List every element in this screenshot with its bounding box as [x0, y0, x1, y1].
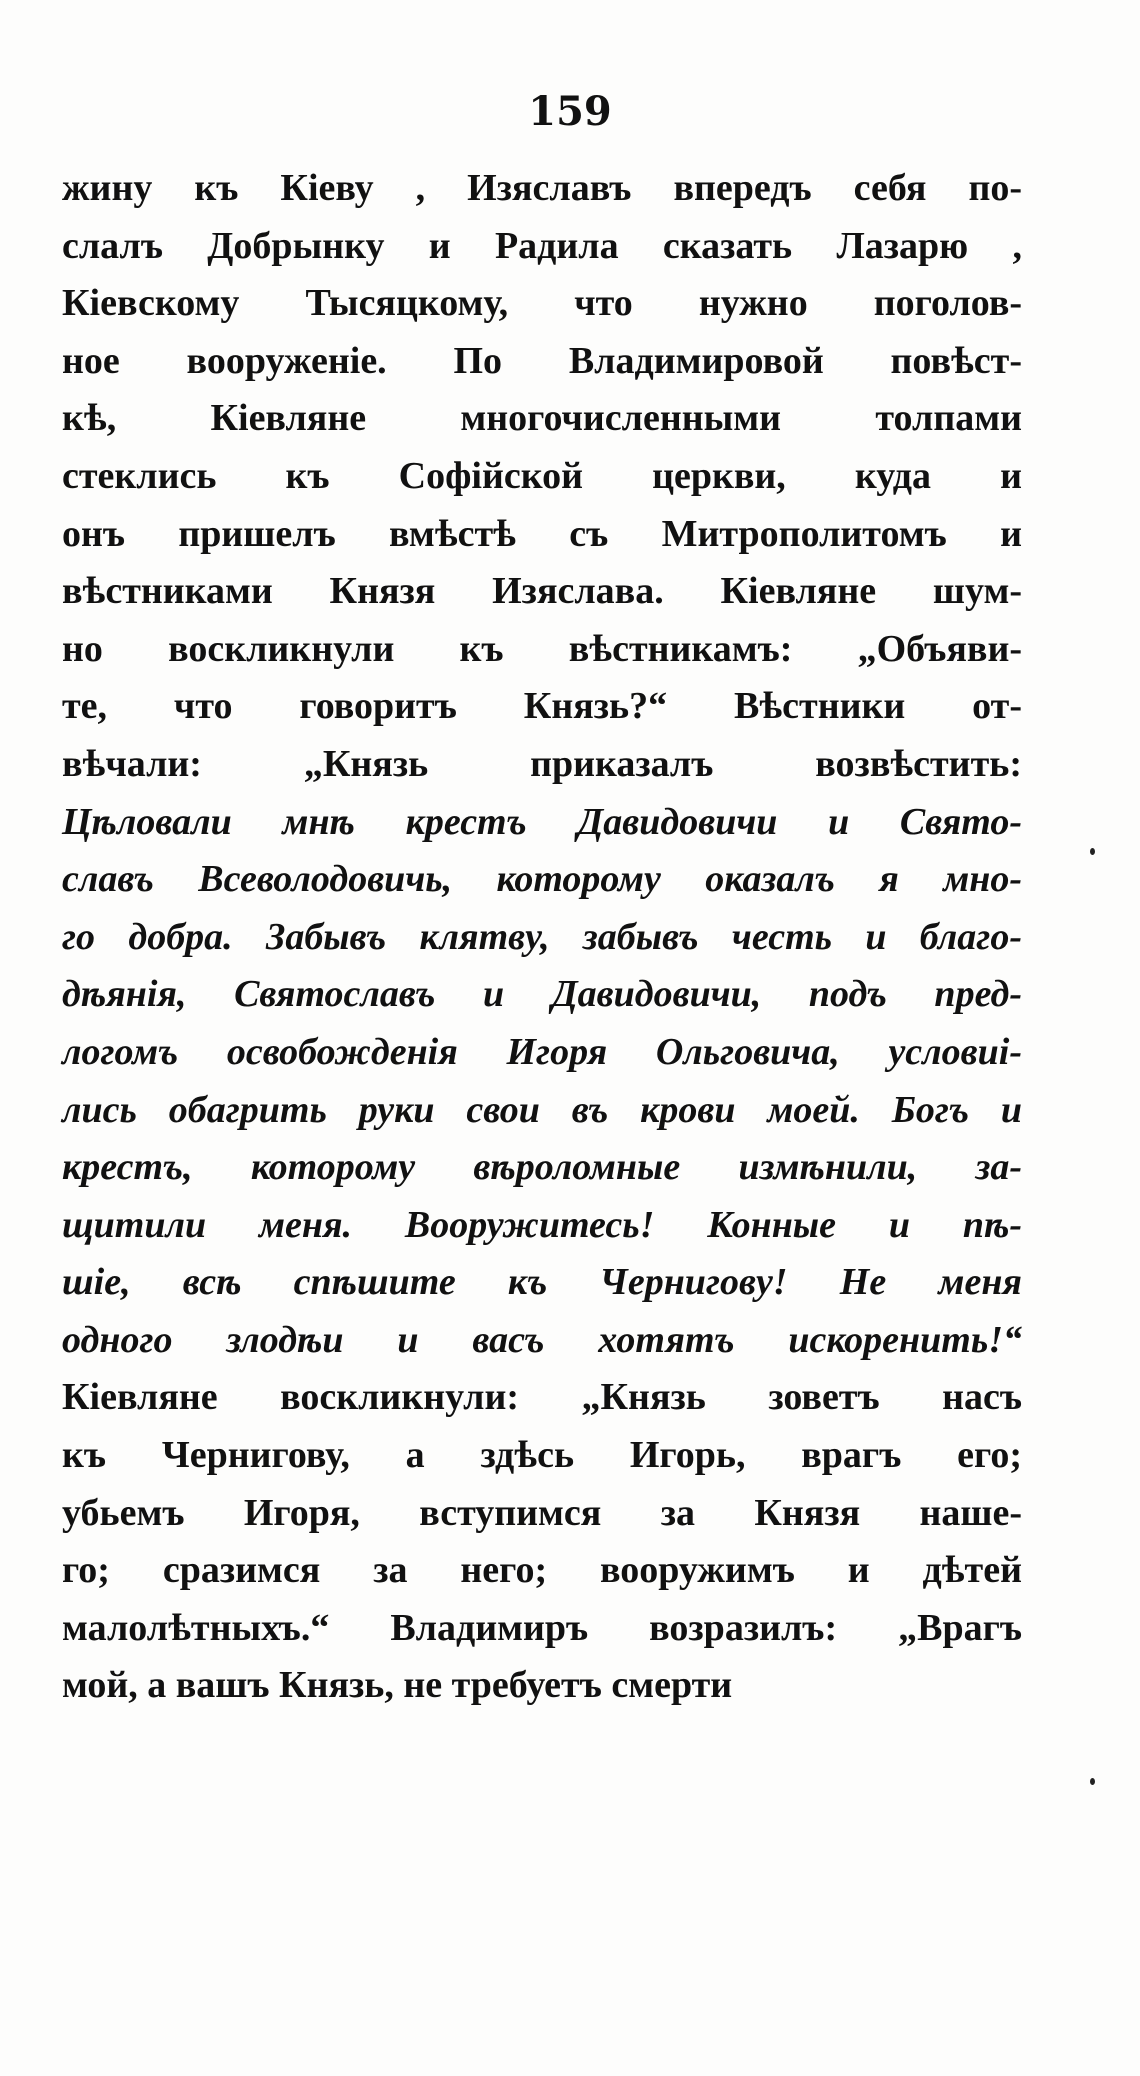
text-line: славъ Всеволодовичь, которому оказалъ я мно- [62, 858, 1022, 901]
text-line: мой, а вашъ Князь, не требуетъ смерти [62, 1664, 733, 1707]
ink-speck [1090, 1778, 1095, 1785]
text-line: шіе, всѣ спѣшите къ Чернигову! Не меня [62, 1261, 1022, 1304]
text-line: къ Чернигову, а здѣсь Игорь, врагъ его; [62, 1434, 1022, 1477]
text-line: крестъ, которому вѣроломные измѣнили, за- [62, 1146, 1022, 1189]
text-line: Цѣловали мнѣ крестъ Давидовичи и Свято- [62, 800, 1022, 843]
text-line: го добра. Забывъ клятву, забывъ честь и благо- [62, 915, 1022, 958]
body-text [62, 160, 1022, 1715]
text-line: кѣ, Кіевляне многочисленными толпами [62, 397, 1022, 440]
text-line: Кіевляне воскликнули: „Князь зоветъ насъ [62, 1376, 1022, 1419]
page-number: 159 [528, 88, 612, 135]
text-line: те, что говоритъ Князь?“ Вѣстники от- [62, 685, 1022, 728]
text-line: вѣстниками Князя Изяслава. Кіевляне шум- [62, 570, 1022, 613]
text-line: вѣчали: „Князь приказалъ возвѣстить: [62, 742, 1022, 785]
text-line: малолѣтныхъ.“ Владимиръ возразилъ: „Врагъ [62, 1606, 1022, 1649]
text-line: дѣянія, Святославъ и Давидовичи, подъ пред- [62, 973, 1022, 1016]
text-line: слалъ Добрынку и Радила сказать Лазарю , [62, 224, 1022, 267]
text-line: го; сразимся за него; вооружимъ и дѣтей [62, 1549, 1022, 1592]
text-line: Кіевскому Тысяцкому, что нужно поголов- [62, 282, 1022, 325]
text-line: лись обагрить руки свои въ крови моей. Богъ и [62, 1088, 1022, 1131]
text-line: убьемъ Игоря, вступимся за Князя наше- [62, 1491, 1022, 1534]
text-line: онъ пришелъ вмѣстѣ съ Митрополитомъ и [62, 512, 1022, 555]
text-line: жину къ Кіеву , Изяславъ впередъ себя по- [62, 167, 1022, 209]
ink-speck [1090, 848, 1095, 855]
text-line: логомъ освобожденія Игоря Ольговича, условиі- [62, 1030, 1022, 1073]
text-line: одного злодѣи и васъ хотятъ искоренить!“ [62, 1318, 1022, 1361]
text-line: щитили меня. Вооружитесь! Конные и пѣ- [62, 1203, 1022, 1246]
text-line: стеклись къ Софійской церкви, куда и [62, 454, 1022, 497]
text-line: но воскликнули къ вѣстникамъ: „Объяви- [62, 627, 1022, 670]
text-line: ное вооруженіе. По Владимировой повѣст- [62, 339, 1022, 382]
